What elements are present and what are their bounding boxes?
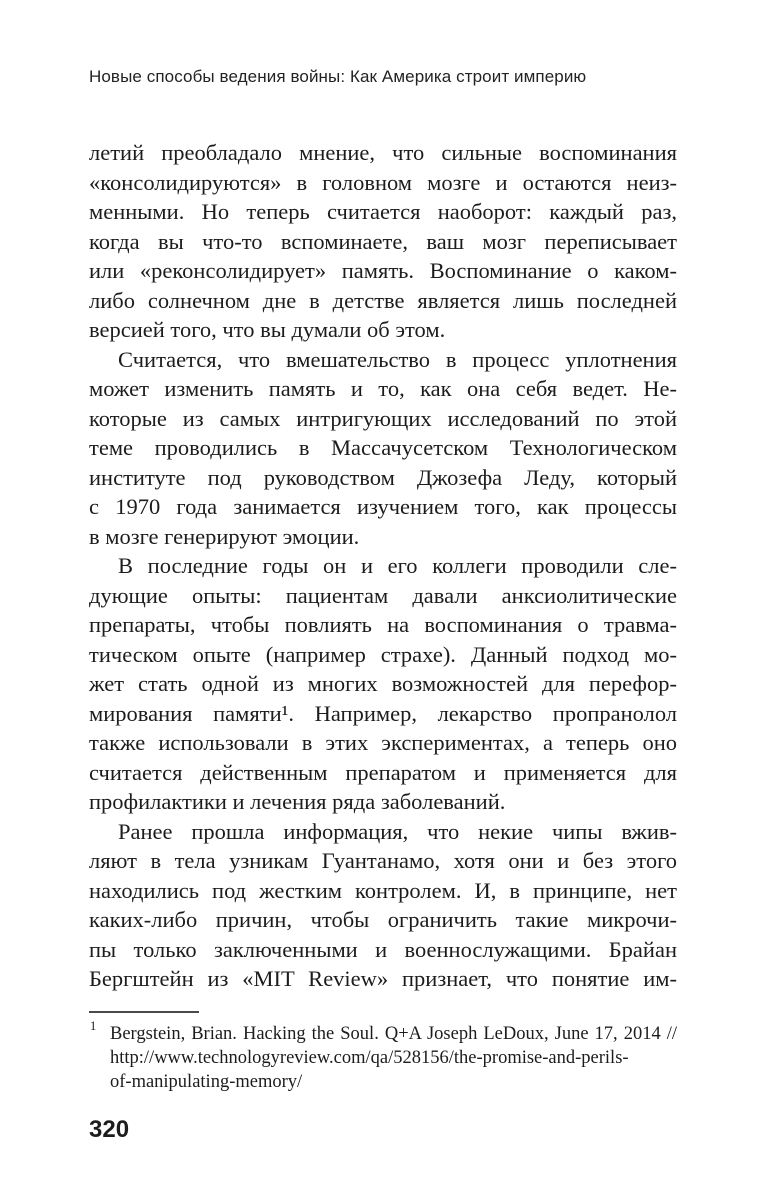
body-line: дующие опыты: пациентам давали анксиолитические (89, 582, 677, 608)
footnote (89, 1019, 677, 1094)
body-line: когда вы что-то вспоминаете, ваш мозг переписывает (89, 228, 677, 254)
body-line: с 1970 года занимается изучением того, как процессы (89, 494, 677, 519)
body-line: профилактики и лечения ряда заболеваний. (89, 789, 506, 814)
footnote-line: of-manipulating-memory/ (110, 1072, 303, 1092)
footnote-line: Bergstein, Brian. Hacking the Soul. Q+A Joseph LeDoux, June 17, 2014 // (110, 1024, 677, 1044)
body-line: мирования памяти¹. Например, лекарство пропранолол (89, 700, 677, 726)
body-line: Ранее прошла информация, что некие чипы вжив- (118, 818, 677, 844)
body-line: «консолидируются» в головном мозге и остаются неиз- (89, 169, 677, 195)
footnote-block (89, 1011, 677, 1094)
body-line: менными. Но теперь считается наоборот: каждый раз, (89, 199, 677, 224)
body-line: которые из самых интригующих исследований по этой (89, 405, 677, 431)
footnote-text (110, 1022, 677, 1094)
body-line: ляют в тела узникам Гуантанамо, хотя они и без этого (89, 848, 677, 873)
body-line: может изменить память и то, как она себя ведет. Не- (89, 376, 677, 401)
body-line: версией того, что вы думали об этом. (89, 317, 446, 342)
body-line: летий преобладало мнение, что сильные воспоминания (89, 140, 677, 165)
body-line: Бергштейн из «MIT Review» признает, что понятие им- (89, 966, 677, 991)
page-number: 320 (89, 1116, 130, 1143)
body-line: В последние годы он и его коллеги проводили сле- (118, 553, 677, 578)
body-line: препараты, чтобы повлиять на воспоминания о травма- (89, 612, 677, 637)
running-header: Новые способы ведения войны: Как Америка строит империю (89, 67, 587, 86)
body-text (89, 138, 677, 994)
body-line: теме проводились в Массачусетском Технологическом (89, 435, 677, 460)
body-line: либо солнечном дне в детстве является лишь последней (89, 287, 677, 313)
body-line: жет стать одной из многих возможностей для перефор- (89, 671, 677, 696)
body-line: находились под жестким контролем. И, в принципе, нет (89, 877, 677, 903)
body-line: каких-либо причин, чтобы ограничить такие микрочи- (89, 907, 677, 932)
body-line: институте под руководством Джозефа Леду, который (89, 464, 677, 490)
footnote-marker: 1 (90, 1019, 97, 1033)
footnote-separator (89, 1011, 199, 1013)
body-line: в мозге генерируют эмоции. (89, 523, 360, 549)
body-line: считается действенным препаратом и применяется для (89, 759, 677, 785)
footnote-line: http://www.technologyreview.com/qa/528156/the-promise-and-perils- (110, 1048, 629, 1068)
body-line: Считается, что вмешательство в процесс уплотнения (118, 346, 677, 372)
body-line: также использовали в этих экспериментах, а теперь оно (89, 730, 677, 755)
body-line: тическом опыте (например страхе). Данный подход мо- (89, 641, 677, 667)
body-line: или «реконсолидирует» память. Воспоминание о каком- (89, 258, 677, 283)
body-line: пы только заключенными и военнослужащими. Брайан (89, 936, 677, 962)
